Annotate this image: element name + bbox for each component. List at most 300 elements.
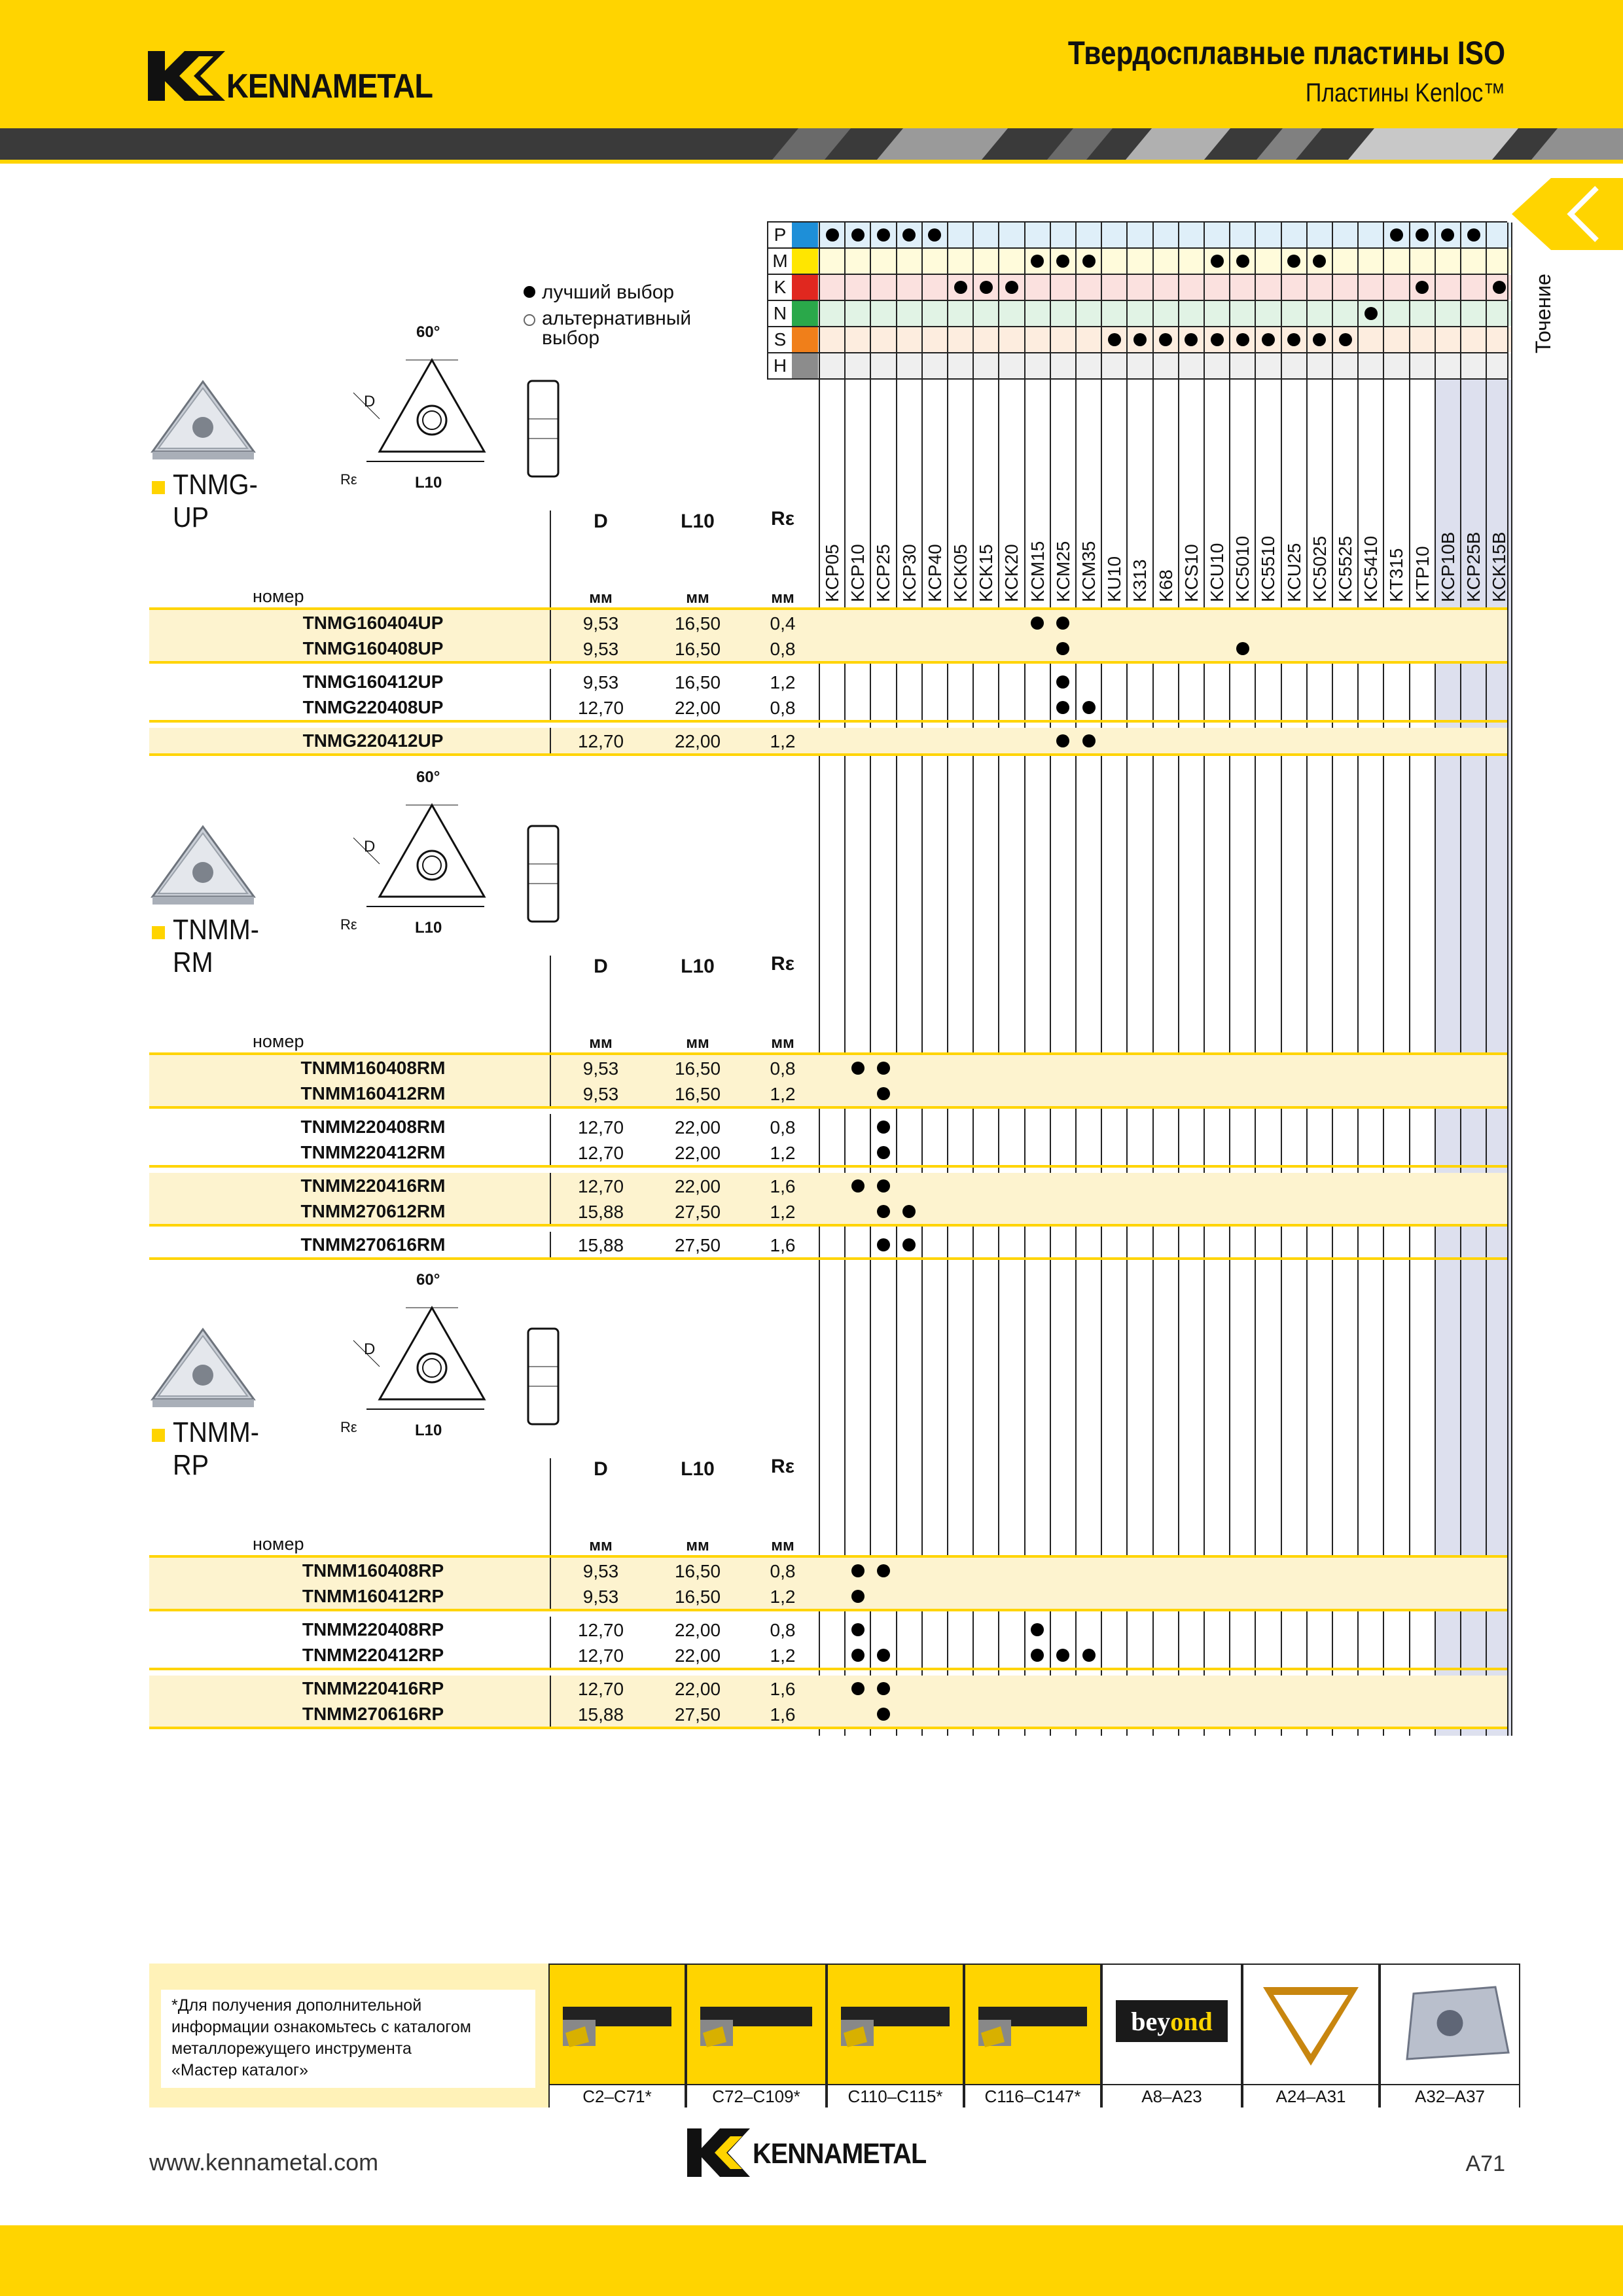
col-header-re: Rε — [771, 953, 794, 975]
material-dot-icon — [1108, 333, 1121, 346]
grade-header: KCP10B — [1437, 531, 1458, 602]
part-number[interactable]: TNMG160408UP — [302, 638, 444, 658]
value-re: 1,6 — [770, 1235, 796, 1255]
value-d: 15,88 — [577, 1704, 624, 1725]
row-group-border — [149, 1165, 1507, 1168]
material-dot-icon — [1133, 333, 1147, 346]
part-number[interactable]: TNMM270616RM — [300, 1234, 446, 1255]
value-l10: 27,50 — [674, 1235, 721, 1255]
part-number[interactable]: TNMM220408RP — [302, 1619, 444, 1640]
part-number[interactable]: TNMG220408UP — [302, 697, 444, 717]
value-l10: 16,50 — [674, 1084, 721, 1104]
reference-caption: C110–C115* — [828, 2084, 963, 2108]
grid-vline — [1435, 223, 1436, 1736]
table-row — [149, 1055, 1507, 1081]
part-number[interactable]: TNMM160412RP — [302, 1586, 444, 1606]
table-row — [149, 728, 1507, 753]
grid-vline — [1255, 223, 1256, 1736]
row-separator — [550, 610, 551, 636]
part-number[interactable]: TNMM220408RM — [300, 1117, 446, 1137]
grade-header: KC5510 — [1258, 535, 1279, 602]
grid-vline — [1511, 223, 1512, 1736]
value-d: 9,53 — [582, 1561, 619, 1581]
reference-caption: A24–A31 — [1243, 2084, 1378, 2108]
value-d: 9,53 — [582, 639, 619, 659]
value-re: 1,2 — [770, 1645, 796, 1666]
value-d: 9,53 — [582, 672, 619, 692]
grid-vline — [998, 223, 999, 1736]
grid-vline — [1024, 223, 1026, 1736]
footnote-line3: металлорежущего инструмента — [171, 2039, 412, 2058]
part-number[interactable]: TNMM220412RP — [302, 1645, 444, 1665]
value-re: 1,2 — [770, 1202, 796, 1222]
value-l10: 22,00 — [674, 1117, 721, 1138]
value-l10: 16,50 — [674, 1561, 721, 1581]
section-name: TNMG-UP — [173, 469, 258, 533]
side-tab-label: Точение — [1531, 274, 1555, 353]
svg-text:beyond: beyond — [1131, 2007, 1213, 2036]
row-group-border — [149, 1668, 1507, 1670]
material-label: H — [767, 353, 793, 378]
grid-vline — [1460, 223, 1461, 1736]
recommendation-dot-icon — [877, 1087, 890, 1100]
grade-header: K313 — [1130, 559, 1150, 602]
reference-caption: A32–A37 — [1381, 2084, 1519, 2108]
d-label: D — [364, 838, 376, 855]
grade-header: KT315 — [1386, 548, 1407, 602]
value-l10: 22,00 — [674, 1645, 721, 1666]
row-separator — [550, 1139, 551, 1165]
best-choice-dot-icon — [524, 286, 535, 298]
value-re: 1,2 — [770, 1587, 796, 1607]
value-l10: 16,50 — [674, 672, 721, 692]
table-row — [149, 1198, 1507, 1224]
material-label: P — [767, 223, 793, 247]
value-re: 1,2 — [770, 1143, 796, 1163]
l10-label: L10 — [415, 919, 442, 937]
recommendation-dot-icon — [851, 1623, 865, 1636]
re-label: Rε — [340, 1419, 357, 1435]
part-number[interactable]: TNMM160408RP — [302, 1560, 444, 1581]
col-header-re: Rε — [771, 508, 794, 529]
recommendation-dot-icon — [1056, 1649, 1069, 1662]
value-l10: 22,00 — [674, 1176, 721, 1196]
material-dot-icon — [826, 228, 839, 242]
reference-cell[interactable] — [548, 1964, 686, 2108]
recommendation-dot-icon — [1056, 675, 1069, 689]
grid-vline — [1126, 223, 1128, 1736]
reference-cell[interactable] — [964, 1964, 1101, 2108]
reference-cell[interactable] — [1242, 1964, 1380, 2108]
grid-vline-right — [1507, 223, 1508, 1736]
col-unit: мм — [771, 1537, 794, 1554]
value-re: 1,6 — [770, 1176, 796, 1196]
value-l10: 16,50 — [674, 639, 721, 659]
d-label: D — [364, 1340, 376, 1358]
col-unit: мм — [771, 1034, 794, 1052]
material-row-h — [767, 353, 1507, 380]
value-l10: 22,00 — [674, 698, 721, 718]
table-row — [149, 1173, 1507, 1198]
page-title: Твердосплавные пластины ISO — [1067, 35, 1505, 71]
row-group-border — [149, 720, 1507, 723]
reference-image-icon — [1250, 1974, 1372, 2072]
row-separator — [550, 1617, 551, 1642]
col-unit: мм — [589, 1537, 613, 1554]
grade-header: KCP40 — [924, 544, 945, 602]
insert-image-icon — [149, 1324, 257, 1409]
row-separator — [550, 1055, 551, 1081]
part-number[interactable]: TNMM220412RM — [300, 1142, 446, 1162]
grade-header: KTP10 — [1412, 546, 1433, 602]
grid-vline — [1050, 223, 1051, 1736]
recommendation-dot-icon — [851, 1590, 865, 1603]
value-re: 1,6 — [770, 1679, 796, 1699]
col-unit: мм — [589, 589, 613, 607]
grade-header: KCK20 — [1001, 544, 1022, 602]
material-dot-icon — [1467, 228, 1480, 242]
part-number[interactable]: TNMM160408RM — [300, 1058, 446, 1078]
footnote-line4: «Мастер каталог» — [171, 2061, 309, 2079]
grid-vline — [844, 223, 846, 1736]
value-re: 0,8 — [770, 1058, 796, 1079]
recommendation-dot-icon — [1056, 701, 1069, 714]
value-d: 12,70 — [577, 698, 624, 718]
row-separator — [550, 1081, 551, 1106]
recommendation-dot-icon — [877, 1179, 890, 1193]
material-dot-icon — [954, 281, 967, 294]
l10-label: L10 — [415, 1422, 442, 1439]
value-d: 12,70 — [577, 1117, 624, 1138]
footer-url[interactable]: www.kennametal.com — [149, 2149, 379, 2176]
recommendation-dot-icon — [877, 1121, 890, 1134]
value-d: 12,70 — [577, 731, 624, 751]
page-number: A71 — [1465, 2151, 1505, 2176]
section-marker-icon — [152, 1429, 165, 1442]
table-row — [149, 1081, 1507, 1106]
grid-vline — [1229, 223, 1230, 1736]
reference-caption: C116–C147* — [965, 2084, 1100, 2108]
material-dot-icon — [851, 228, 865, 242]
grid-vline — [1486, 223, 1487, 1736]
row-separator — [550, 1198, 551, 1224]
recommendation-dot-icon — [1031, 1649, 1044, 1662]
d-label: D — [364, 393, 376, 410]
reference-image-icon — [972, 1974, 1094, 2072]
recommendation-dot-icon — [877, 1146, 890, 1159]
row-separator — [550, 1232, 551, 1257]
grade-header: KCM15 — [1027, 541, 1048, 602]
table-row — [149, 1701, 1507, 1727]
recommendation-dot-icon — [902, 1238, 916, 1251]
grid-vline — [1332, 223, 1333, 1736]
material-color-swatch — [792, 353, 818, 378]
material-dot-icon — [1390, 228, 1403, 242]
legend-alt-line2: выбор — [542, 327, 600, 349]
grade-header: KC5025 — [1309, 535, 1330, 602]
row-separator — [550, 1642, 551, 1668]
recommendation-dot-icon — [877, 1564, 890, 1577]
grid-vline — [1409, 223, 1410, 1736]
value-l10: 16,50 — [674, 1058, 721, 1079]
table-separator — [550, 956, 551, 1060]
grade-header: KCK15 — [976, 544, 997, 602]
reference-cell[interactable] — [686, 1964, 827, 2108]
row-group-border — [149, 1224, 1507, 1227]
grade-header: K68 — [1155, 569, 1176, 602]
footer-logo-icon — [687, 2128, 750, 2177]
insert-image-icon — [149, 376, 257, 461]
recommendation-dot-icon — [1056, 734, 1069, 747]
material-color-swatch — [792, 223, 818, 247]
material-dot-icon — [1236, 255, 1249, 268]
value-d: 9,53 — [582, 613, 619, 634]
value-l10: 16,50 — [674, 613, 721, 634]
grade-header: KU10 — [1104, 556, 1125, 602]
row-group-border — [149, 1609, 1507, 1611]
angle-label: 60° — [416, 1271, 440, 1289]
row-separator — [550, 728, 551, 753]
value-re: 1,2 — [770, 672, 796, 692]
row-group-border — [149, 753, 1507, 756]
material-row-m — [767, 249, 1507, 275]
grid-vline — [896, 223, 897, 1736]
value-l10: 22,00 — [674, 731, 721, 751]
grid-vline — [819, 223, 820, 1736]
reference-image-icon — [834, 1974, 956, 2072]
table-row — [149, 1617, 1507, 1642]
row-separator — [550, 1676, 551, 1701]
material-dot-icon — [877, 228, 890, 242]
material-dot-icon — [1082, 255, 1096, 268]
l10-label: L10 — [415, 474, 442, 492]
reference-cell[interactable] — [827, 1964, 964, 2108]
kennametal-logo-icon — [148, 51, 225, 101]
footer-logo-text: KENNAMETAL — [753, 2138, 927, 2170]
value-d: 15,88 — [577, 1202, 624, 1222]
value-d: 12,70 — [577, 1176, 624, 1196]
grid-vline — [1178, 223, 1179, 1736]
value-d: 9,53 — [582, 1058, 619, 1079]
insert-side-view-icon — [527, 380, 560, 478]
material-dot-icon — [1211, 333, 1224, 346]
section-name: TNMM-RP — [173, 1416, 259, 1481]
grade-header: KCP10 — [847, 544, 868, 602]
material-dot-icon — [1005, 281, 1018, 294]
footnote-box — [149, 1964, 548, 2108]
table-row — [149, 694, 1507, 720]
angle-label: 60° — [416, 323, 440, 341]
table-separator — [550, 1458, 551, 1563]
recommendation-dot-icon — [851, 1062, 865, 1075]
footnote-line1: *Для получения дополнительной — [171, 1996, 422, 2015]
reference-image-icon — [1109, 1974, 1234, 2072]
table-row — [149, 636, 1507, 661]
col-unit: мм — [589, 1034, 613, 1052]
table-row — [149, 1232, 1507, 1257]
grid-vline — [1101, 223, 1102, 1736]
recommendation-dot-icon — [877, 1682, 890, 1695]
section-marker-icon — [152, 926, 165, 939]
grade-header: KC5010 — [1232, 535, 1253, 602]
grid-vline — [1204, 223, 1205, 1736]
grade-header: KCK05 — [950, 544, 971, 602]
insert-side-view-icon — [527, 825, 560, 923]
table-row — [149, 1558, 1507, 1583]
col-header-d: D — [594, 956, 608, 977]
col-header-catalog: номер — [253, 1031, 304, 1051]
reference-cell[interactable] — [1380, 1964, 1520, 2108]
alt-choice-circle-icon — [524, 314, 535, 326]
col-unit: мм — [686, 589, 709, 607]
material-color-swatch — [792, 301, 818, 326]
row-group-border — [149, 661, 1507, 664]
value-re: 0,4 — [770, 613, 796, 634]
value-re: 0,8 — [770, 1117, 796, 1138]
value-l10: 22,00 — [674, 1620, 721, 1640]
part-number[interactable]: TNMG160404UP — [302, 613, 444, 633]
footnote-text — [161, 1990, 535, 2088]
grade-header: KCM35 — [1079, 541, 1099, 602]
part-number[interactable]: TNMM270612RM — [300, 1201, 446, 1221]
col-unit: мм — [686, 1537, 709, 1554]
grid-vline — [870, 223, 871, 1736]
material-dot-icon — [1364, 307, 1378, 320]
material-dot-icon — [1339, 333, 1352, 346]
material-label: M — [767, 249, 793, 274]
value-re: 0,8 — [770, 698, 796, 718]
col-header-l10: L10 — [681, 956, 715, 977]
material-row-k — [767, 275, 1507, 301]
value-d: 12,70 — [577, 1620, 624, 1640]
recommendation-dot-icon — [1082, 701, 1096, 714]
recommendation-dot-icon — [1056, 642, 1069, 655]
value-d: 12,70 — [577, 1143, 624, 1163]
table-row — [149, 1139, 1507, 1165]
value-re: 0,8 — [770, 1561, 796, 1581]
value-l10: 27,50 — [674, 1202, 721, 1222]
row-separator — [550, 1701, 551, 1727]
grid-vline — [972, 223, 974, 1736]
header-underline — [0, 160, 1623, 164]
row-separator — [550, 1173, 551, 1198]
value-d: 9,53 — [582, 1084, 619, 1104]
legend-alt-line1: альтернативный — [542, 308, 692, 329]
material-label: K — [767, 275, 793, 300]
part-number[interactable]: TNMG160412UP — [302, 672, 444, 692]
material-row-n — [767, 301, 1507, 327]
recommendation-dot-icon — [877, 1205, 890, 1218]
grid-vline — [947, 223, 948, 1736]
footnote-line2: информации ознакомьтесь с каталогом — [171, 2018, 471, 2036]
grade-header: KCK15B — [1489, 531, 1510, 602]
grade-header: KCM25 — [1052, 541, 1073, 602]
legend-best: лучший выбор — [542, 281, 675, 303]
kennametal-logo-text: KENNAMETAL — [226, 67, 433, 105]
recommendation-dot-icon — [851, 1564, 865, 1577]
value-l10: 16,50 — [674, 1587, 721, 1607]
reference-caption: C72–C109* — [687, 2084, 825, 2108]
recommendation-dot-icon — [1031, 1623, 1044, 1636]
row-separator — [550, 636, 551, 661]
col-header-l10: L10 — [681, 511, 715, 532]
row-separator — [550, 669, 551, 694]
grade-header: KCP25B — [1463, 531, 1484, 602]
grid-vline — [1075, 223, 1077, 1736]
table-row — [149, 610, 1507, 636]
part-number[interactable]: TNMM220416RM — [300, 1175, 446, 1196]
reference-cell[interactable] — [1101, 1964, 1242, 2108]
col-header-catalog: номер — [253, 586, 304, 606]
value-d: 9,53 — [582, 1587, 619, 1607]
grade-header: KCS10 — [1181, 544, 1202, 602]
recommendation-dot-icon — [1031, 617, 1044, 630]
material-dot-icon — [1211, 255, 1224, 268]
row-separator — [550, 694, 551, 720]
legend-alt — [542, 309, 691, 348]
material-row-s — [767, 327, 1507, 353]
header-stripe — [0, 128, 1623, 160]
grade-header: KC5410 — [1361, 535, 1382, 602]
reference-caption: A8–A23 — [1103, 2084, 1241, 2108]
grade-header: KCP05 — [822, 544, 842, 602]
material-label: N — [767, 301, 793, 326]
recommendation-dot-icon — [1082, 734, 1096, 747]
recommendation-dot-icon — [877, 1062, 890, 1075]
col-header-d: D — [594, 511, 608, 532]
grade-header: KCU10 — [1207, 543, 1227, 602]
side-tab-marker — [1512, 178, 1623, 250]
stripe-pattern — [0, 128, 1623, 160]
insert-side-view-icon — [527, 1327, 560, 1426]
material-row-p — [767, 223, 1507, 249]
grid-vline — [1152, 223, 1154, 1736]
grade-header: KCP25 — [873, 544, 894, 602]
col-unit: мм — [771, 589, 794, 607]
col-header-d: D — [594, 1458, 608, 1480]
recommendation-dot-icon — [877, 1238, 890, 1251]
grade-header: KCP30 — [899, 544, 919, 602]
reference-image-icon — [1387, 1974, 1512, 2072]
col-header-l10: L10 — [681, 1458, 715, 1480]
part-number[interactable]: TNMM270616RP — [302, 1704, 444, 1724]
grid-vline — [1357, 223, 1359, 1736]
grade-header: KC5525 — [1335, 535, 1355, 602]
recommendation-dot-icon — [1236, 642, 1249, 655]
matrix-top-border — [767, 221, 1507, 223]
insert-image-icon — [149, 821, 257, 906]
value-l10: 22,00 — [674, 1679, 721, 1699]
grid-vline — [1306, 223, 1308, 1736]
table-separator — [550, 511, 551, 615]
recommendation-dot-icon — [877, 1708, 890, 1721]
row-group-border — [149, 1257, 1507, 1260]
part-number[interactable]: TNMG220412UP — [302, 730, 444, 751]
part-number[interactable]: TNMM160412RM — [300, 1083, 446, 1103]
recommendation-dot-icon — [851, 1649, 865, 1662]
table-row — [149, 669, 1507, 694]
angle-label: 60° — [416, 768, 440, 786]
page-subtitle: Пластины Kenloc™ — [1305, 79, 1505, 107]
recommendation-dot-icon — [1056, 617, 1069, 630]
col-header-catalog: номер — [253, 1534, 304, 1554]
row-separator — [550, 1558, 551, 1583]
section-marker-icon — [152, 481, 165, 494]
recommendation-dot-icon — [1082, 1649, 1096, 1662]
row-group-border — [149, 1727, 1507, 1729]
row-group-border — [149, 1106, 1507, 1109]
part-number[interactable]: TNMM220416RP — [302, 1678, 444, 1698]
